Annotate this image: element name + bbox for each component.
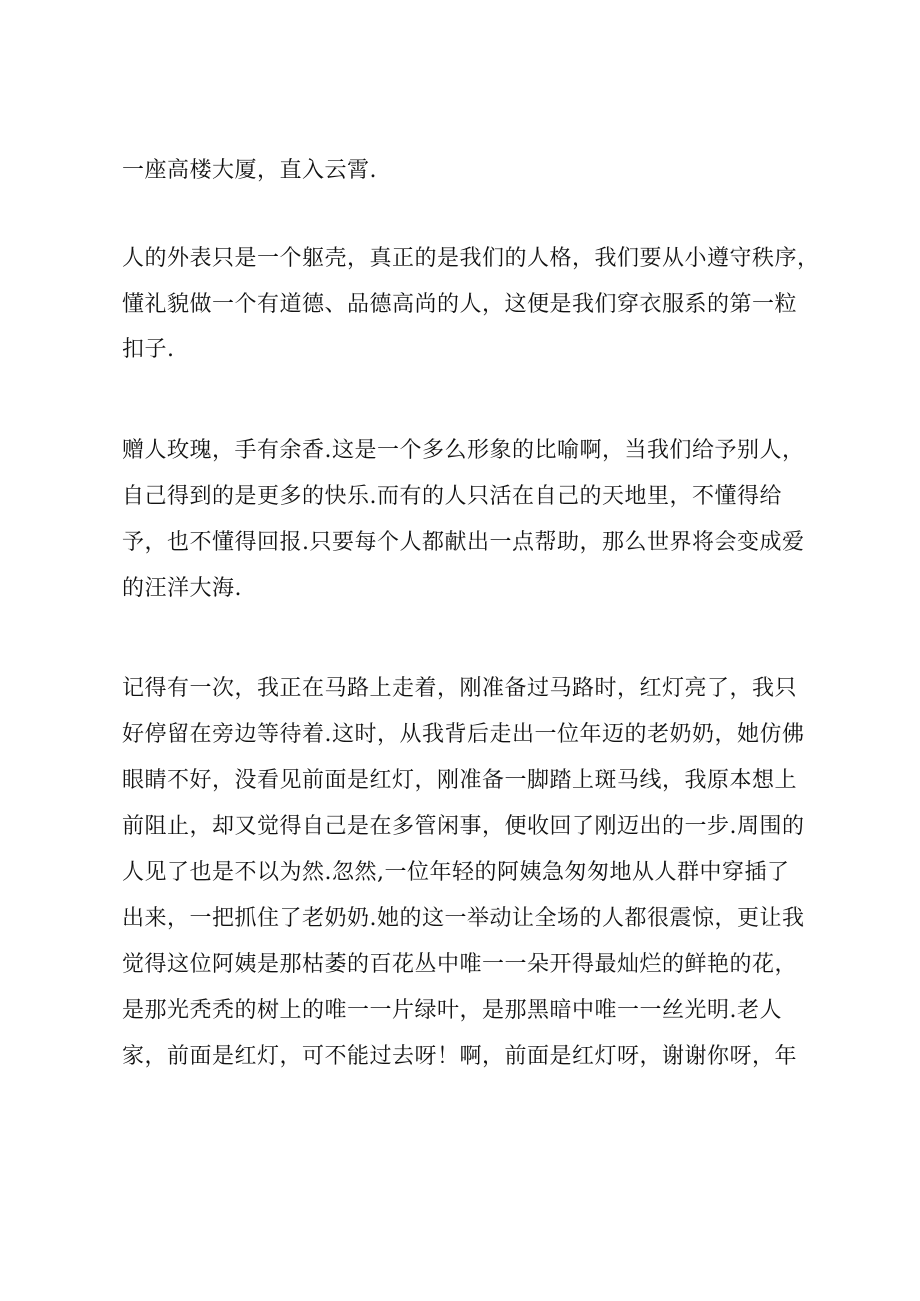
paragraph-4-line-5: 人见了也是不以为然.忽然,一位年轻的阿姨急匆匆地从人群中穿插了 [122,860,790,885]
paragraph-3-line-4: 的汪洋大海. [122,576,242,601]
paragraph-4-line-8: 是那光秃秃的树上的唯一一片绿叶，是那黑暗中唯一一丝光明.老人 [122,998,782,1023]
paragraph-3-line-2: 自己得到的是更多的快乐.而有的人只活在自己的天地里，不懂得给 [122,484,782,509]
paragraph-2-line-1: 人的外表只是一个躯壳，真正的是我们的人格，我们要从小遵守秩序， [122,246,820,271]
paragraph-4-line-7: 觉得这位阿姨是那枯萎的百花丛中唯一一朵开得最灿烂的鲜艳的花， [122,952,798,977]
paragraph-4-line-1: 记得有一次，我正在马路上走着，刚准备过马路时，红灯亮了，我只 [122,676,798,701]
paragraph-3-line-3: 予，也不懂得回报.只要每个人都献出一点帮助，那么世界将会变成爱 [122,530,805,555]
paragraph-4-line-9: 家，前面是红灯，可不能过去呀！啊，前面是红灯呀，谢谢你呀，年 [122,1044,798,1069]
paragraph-4-line-4: 前阻止，却又觉得自己是在多管闲事，便收回了刚迈出的一步.周围的 [122,814,805,839]
paragraph-2-line-2: 懂礼貌做一个有道德、品德高尚的人，这便是我们穿衣服系的第一粒 [122,292,798,317]
paragraph-1-line-1: 一座高楼大厦，直入云霄. [122,158,377,183]
paragraph-3-line-1: 赠人玫瑰，手有余香.这是一个多么形象的比喻啊，当我们给予别人， [122,438,805,463]
paragraph-4-line-2: 好停留在旁边等待着.这时，从我背后走出一位年迈的老奶奶，她仿佛 [122,722,805,747]
paragraph-4-line-6: 出来，一把抓住了老奶奶.她的这一举动让全场的人都很震惊，更让我 [122,906,805,931]
paragraph-2-line-3: 扣子. [122,337,175,362]
paragraph-4-line-3: 眼睛不好，没看见前面是红灯，刚准备一脚踏上斑马线，我原本想上 [122,768,798,793]
